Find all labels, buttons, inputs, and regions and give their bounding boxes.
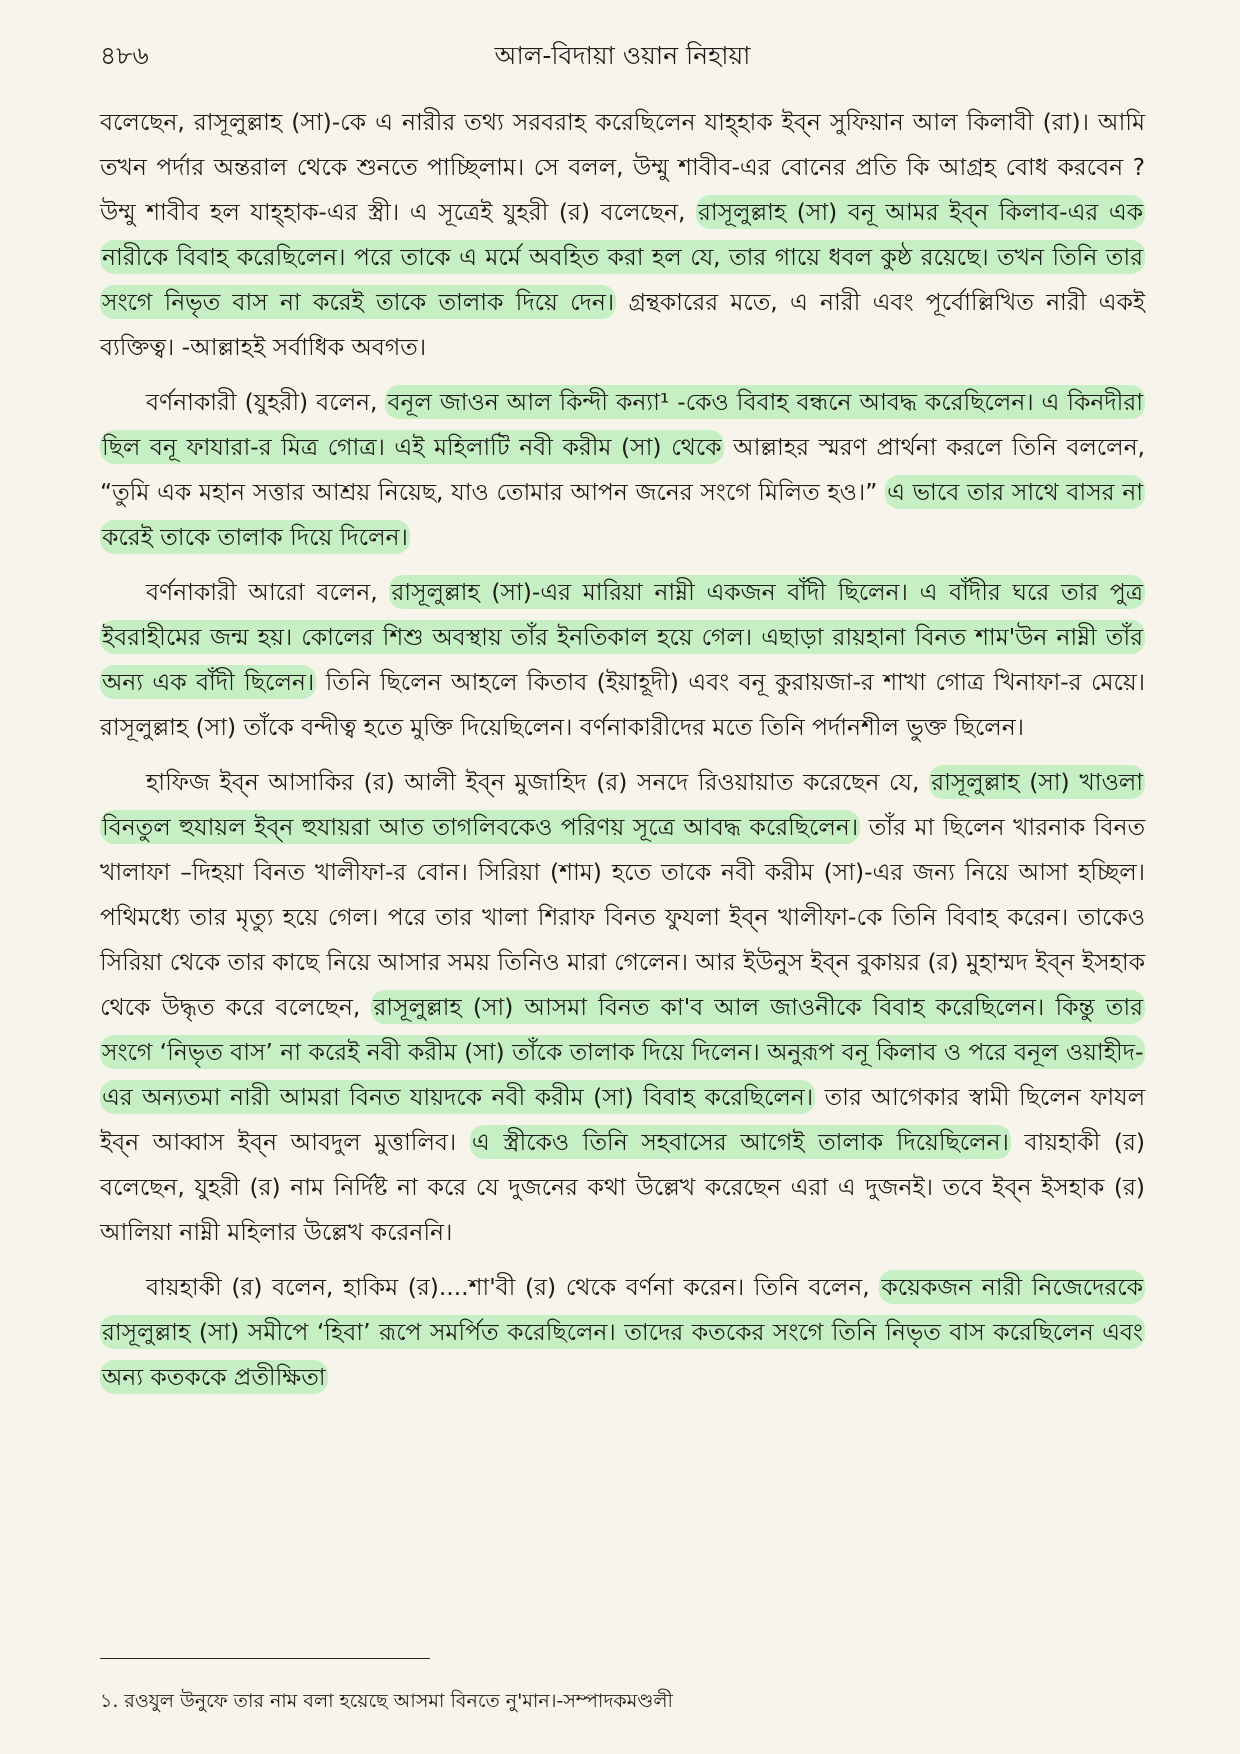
text-segment: বলেছেন, রাসূলুল্লাহ (সা)-কে এ নারীর তথ্য সরবরাহ করেছিলেন যাহ্‌হাক ইব্‌ন সুফিয়ান আল কিলাবী (রা)। আমি তখন পর্দার অন্তরাল থেকে শুনতে পাচ্ছিলাম। সে বলল, উম্মু শাবীব-এর বোনের প্রতি কি আগ্রহ বোধ করবেন ? উম্মু শাবীব হল যাহ্‌হাক-এর স্ত্রী। এ সূত্রেই যুহরী (র) বলেছেন, xyxy=(100,108,1145,226)
text-segment: বর্ণনাকারী আরো বলেন, xyxy=(146,578,390,606)
highlighted-text: এ স্ত্রীকেও তিনি সহবাসের আগেই তালাক দিয়েছিলেন। xyxy=(470,1125,1011,1159)
highlighted-text: রাসূলুল্লাহ (সা)-এর মারিয়া নাম্নী একজন বাঁদী ছিলেন। এ বাঁদীর ঘরে তার পুত্র ইবরাহীমের জন্ম হয়। কোলের শিশু অবস্থায় তাঁর ইনতিকাল হয়ে গেল। এছাড়া রায়হানা বিনত শাম'উন নাম্নী তাঁর অন্য এক বাঁদী ছিলেন। xyxy=(100,575,1145,699)
text-segment: তিনি ছিলেন আহলে কিতাব (ইয়াহূদী) এবং বনূ কুরায়জা-র শাখা গোত্র খিনাফা-র মেয়ে। রাসূলুল্লাহ (সা) তাঁকে বন্দীত্ব হতে মুক্তি দিয়েছিলেন। বর্ণনাকারীদের মতে তিনি পর্দানশীল ভুক্ত ছিলেন। xyxy=(100,668,1145,741)
text-segment: বায়হাকী (র) বলেন, হাকিম (র)....শা'বী (র) থেকে বর্ণনা করেন। তিনি বলেন, xyxy=(146,1273,880,1301)
paragraph xyxy=(100,1265,1145,1400)
highlighted-text: রাসূলুল্লাহ (সা) খাওলা বিনতুল হুযায়ল ইব্‌ন হুযায়রা আত তাগলিবকেও পরিণয় সূত্রে আবদ্ধ করেছিলেন। xyxy=(100,765,1145,844)
text-segment: তাঁর মা ছিলেন খারনাক বিনত খালাফা –দিহয়া বিনত খালীফা-র বোন। সিরিয়া (শাম) হতে তাকে নবী করীম (সা)-এর জন্য নিয়ে আসা হচ্ছিল। পথিমধ্যে তার মৃত্যু হয়ে গেল। পরে তার খালা শিরাফ বিনত ফুযলা ইব্‌ন খালীফা-কে তিনি বিবাহ করেন। তাকেও সিরিয়া থেকে তার কাছে নিয়ে আসার সময় তিনিও মারা গেলেন। আর ইউনুস ইব্‌ন বুকায়র (র) মুহাম্মদ ইব্‌ন ইসহাক থেকে উদ্ধৃত করে বলেছেন, xyxy=(100,813,1145,1021)
text-segment: বর্ণনাকারী (যুহরী) বলেন, xyxy=(146,388,386,416)
page-header xyxy=(100,36,1145,76)
text-segment: তার আগেকার স্বামী ছিলেন ফাযল ইব্‌ন আব্বাস ইব্‌ন আবদুল মুত্তালিব। xyxy=(100,1083,1146,1156)
highlighted-text: রাসূলুল্লাহ (সা) বনূ আমর ইব্‌ন কিলাব-এর এক নারীকে বিবাহ করেছিলেন। পরে তাকে এ মর্মে অবহিত করা হল যে, তার গায়ে ধবল কুষ্ঠ রয়েছে। তখন তিনি তার সংগে নিভৃত বাস না করেই তাকে তালাক দিয়ে দেন। xyxy=(100,195,1145,319)
text-segment: বায়হাকী (র) বলেছেন, যুহরী (র) নাম নির্দিষ্ট না করে যে দুজনের কথা উল্লেখ করেছেন এরা এ দুজনই। তবে ইব্‌ন ইসহাক (র) আলিয়া নাম্নী মহিলার উল্লেখ করেননি। xyxy=(100,1128,1146,1246)
paragraph xyxy=(100,380,1145,560)
highlighted-text: এ ভাবে তার সাথে বাসর না করেই তাকে তালাক দিয়ে দিলেন। xyxy=(100,475,1145,554)
paragraph xyxy=(100,100,1145,370)
page-number: ৪৮৬ xyxy=(100,41,149,70)
text-segment: গ্রন্থকারের মতে, এ নারী এবং পূর্বোল্লিখিত নারী একই ব্যক্তিত্ব। -আল্লাহই সর্বাধিক অবগত। xyxy=(100,288,1145,361)
footnote: ১. রওযুল উনুফে তার নাম বলা হয়েছে আসমা বিনতে নু'মান।-সম্পাদকমণ্ডলী xyxy=(100,1690,673,1712)
text-segment: হাফিজ ইব্‌ন আসাকির (র) আলী ইব্‌ন মুজাহিদ (র) সনদে রিওয়ায়াত করেছেন যে, xyxy=(146,768,930,796)
paragraph xyxy=(100,760,1145,1255)
body-text xyxy=(100,100,1145,1410)
highlighted-text: রাসূলুল্লাহ (সা) আসমা বিনত কা'ব আল জাওনীকে বিবাহ করেছিলেন। কিন্তু তার সংগে ‘নিভৃত বাস’ না করেই নবী করীম (সা) তাঁকে তালাক দিয়ে দিলেন। অনুরূপ বনূ কিলাব ও পরে বনূল ওয়াহীদ-এর অন্যতমা নারী আমরা বিনত যায়দকে নবী করীম (সা) বিবাহ করেছিলেন। xyxy=(100,990,1145,1114)
running-title: আল-বিদায়া ওয়ান নিহায়া xyxy=(494,41,751,70)
highlighted-text: কয়েকজন নারী নিজেদেরকে রাসূলুল্লাহ (সা) সমীপে ‘হিবা’ রূপে সমর্পিত করেছিলেন। তাদের কতকের সংগে তিনি নিভৃত বাস করেছিলেন এবং অন্য কতককে প্রতীক্ষিতা xyxy=(100,1270,1145,1394)
text-segment: আল্লাহর স্মরণ প্রার্থনা করলে তিনি বললেন, “তুমি এক মহান সত্তার আশ্রয় নিয়েছ, যাও তোমার আপন জনের সংগে মিলিত হও।” xyxy=(100,433,1145,506)
highlighted-text: বনূল জাওন আল কিন্দী কন্যা¹ -কেও বিবাহ বন্ধনে আবদ্ধ করেছিলেন। এ কিনদীরা ছিল বনূ ফাযারা-র মিত্র গোত্র। এই মহিলাটি নবী করীম (সা) থেকে xyxy=(100,385,1145,464)
footnote-divider xyxy=(100,1658,430,1659)
paragraph xyxy=(100,570,1145,750)
